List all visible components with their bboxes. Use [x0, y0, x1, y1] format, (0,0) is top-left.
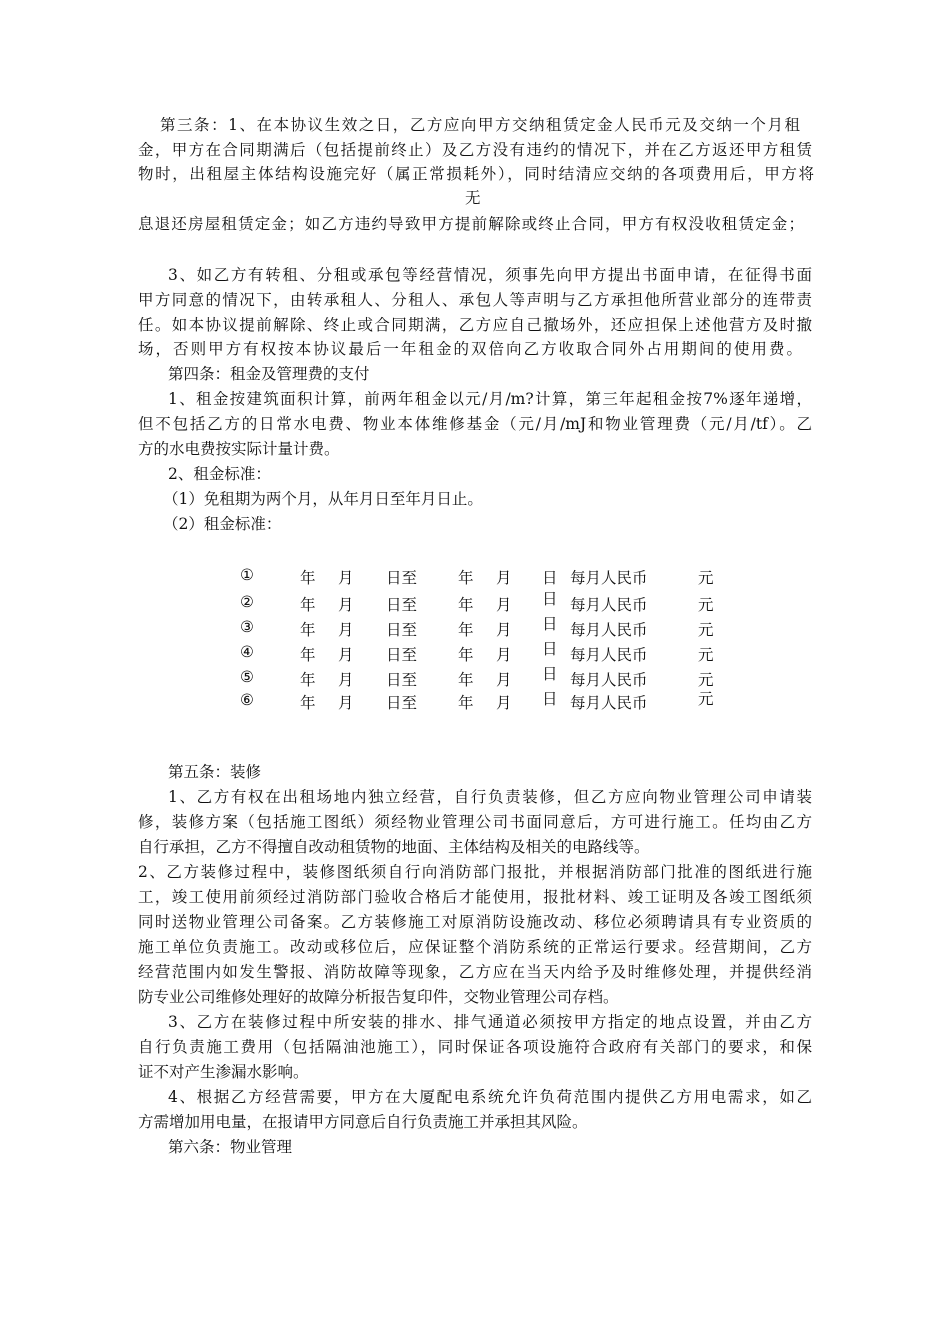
year-start-label: 年 — [300, 694, 316, 712]
day-to-label: 日至 — [386, 694, 418, 712]
art5-4-line-1: 4、根据乙方经营需要，甲方在大厦配电系统允许负荷范围内提供乙方用电需求，如乙 — [168, 1088, 812, 1106]
monthly-rmb-label: 每月人民币 — [570, 694, 648, 712]
art4-1-line-1: 1、租金按建筑面积计算，前两年租金以元/月/m?计算，第三年起租金按7%逐年递增， — [168, 390, 812, 408]
clause3-line-2: 甲方同意的情况下，由转承租人、分租人、承包人等声明与乙方承担他所营业部分的连带责 — [138, 291, 812, 309]
day-end-label: 日 — [542, 590, 558, 608]
day-end-label: 日 — [542, 615, 558, 633]
clause3-line-1: 3、如乙方有转租、分租或承包等经营情况，须事先向甲方提出书面申请，在征得书面 — [168, 266, 812, 284]
art5-2-line-1: 2、乙方装修过程中，装修图纸须自行向消防部门报批，并根据消防部门批准的图纸进行施 — [138, 863, 812, 881]
day-end-label: 日 — [542, 665, 558, 683]
day-to-label: 日至 — [386, 671, 418, 689]
art5-1-line-1: 1、乙方有权在出租场地内独立经营，自行负责装修，但乙方应向物业管理公司申请装 — [168, 788, 812, 806]
clause3-line-3: 任。如本协议提前解除、终止或合同期满，乙方应自己撤场外，还应担保上述他营方及时撤 — [138, 316, 812, 334]
year-end-label: 年 — [458, 671, 474, 689]
art5-3-line-3: 证不对产生渗漏水影响。 — [138, 1063, 309, 1081]
day-end-label: 日 — [542, 640, 558, 658]
row-number: ③ — [240, 618, 254, 636]
art3-line-1: 第三条：1、在本协议生效之日，乙方应向甲方交纳租赁定金人民币元及交纳一个月租 — [160, 116, 800, 134]
art4-1-line-2: 但不包括乙方的日常水电费、物业本体维修基金（元/月/mJ和物业管理费（元/月/tf）。乙 — [138, 415, 812, 433]
art3-line-3: 物时，出租屋主体结构设施完好（属正常损耗外），同时结清应交纳的各项费用后，甲方将 — [138, 165, 814, 183]
yuan-unit-label: 元 — [698, 690, 714, 708]
year-end-label: 年 — [458, 621, 474, 639]
art4-title: 第四条：租金及管理费的支付 — [168, 365, 370, 383]
yuan-unit-label: 元 — [698, 621, 714, 639]
year-end-label: 年 — [458, 694, 474, 712]
art6-title: 第六条：物业管理 — [168, 1138, 293, 1156]
year-end-label: 年 — [458, 596, 474, 614]
art5-2-line-4: 施工单位负责施工。改动或移位后，应保证整个消防系统的正常运行要求。经营期间，乙方 — [138, 938, 812, 956]
month-start-label: 月 — [338, 569, 354, 587]
row-number: ① — [240, 566, 254, 584]
monthly-rmb-label: 每月人民币 — [570, 569, 648, 587]
day-to-label: 日至 — [386, 646, 418, 664]
year-start-label: 年 — [300, 621, 316, 639]
art5-2-line-6: 防专业公司维修处理好的故障分析报告复印件，交物业管理公司存档。 — [138, 988, 619, 1006]
month-start-label: 月 — [338, 694, 354, 712]
month-start-label: 月 — [338, 621, 354, 639]
rent-standard-title: 2、租金标准： — [168, 465, 271, 483]
row-number: ⑥ — [240, 691, 254, 709]
day-to-label: 日至 — [386, 596, 418, 614]
art5-2-line-3: 同时送物业管理公司备案。乙方装修施工对原消防设施改动、移位必须聘请具有专业资质的 — [138, 913, 812, 931]
yuan-unit-label: 元 — [698, 646, 714, 664]
yuan-unit-label: 元 — [698, 569, 714, 587]
day-to-label: 日至 — [386, 621, 418, 639]
monthly-rmb-label: 每月人民币 — [570, 646, 648, 664]
month-start-label: 月 — [338, 596, 354, 614]
monthly-rmb-label: 每月人民币 — [570, 596, 648, 614]
month-end-label: 月 — [496, 621, 512, 639]
art3-line-5: 息退还房屋租赁定金；如乙方违约导致甲方提前解除或终止合同，甲方有权没收租赁定金； — [138, 215, 804, 233]
yuan-unit-label: 元 — [698, 596, 714, 614]
art5-1-line-3: 自行承担，乙方不得擅自改动租赁物的地面、主体结构及相关的电路线等。 — [138, 838, 650, 856]
month-end-label: 月 — [496, 694, 512, 712]
day-end-label: 日 — [542, 690, 558, 708]
day-to-label: 日至 — [386, 569, 418, 587]
art5-3-line-2: 自行负责施工费用（包括隔油池施工），同时保证各项设施符合政府有关部门的要求，和保 — [138, 1038, 812, 1056]
month-end-label: 月 — [496, 671, 512, 689]
free-period-text: （1）免租期为两个月，从年月日至年月日止。 — [163, 490, 483, 508]
art3-line-4: 无 — [465, 189, 481, 207]
monthly-rmb-label: 每月人民币 — [570, 621, 648, 639]
art5-2-line-2: 工，竣工使用前须经过消防部门验收合格后才能使用，报批材料、竣工证明及各竣工图纸须 — [138, 888, 812, 906]
yuan-unit-label: 元 — [698, 671, 714, 689]
row-number: ② — [240, 593, 254, 611]
art5-4-line-2: 方需增加用电量，在报请甲方同意后自行负责施工并承担其风险。 — [138, 1113, 588, 1131]
art3-line-2: 金，甲方在合同期满后（包括提前终止）及乙方没有违约的情况下，并在乙方返还甲方租赁 — [138, 141, 812, 159]
monthly-rmb-label: 每月人民币 — [570, 671, 648, 689]
month-end-label: 月 — [496, 596, 512, 614]
year-start-label: 年 — [300, 646, 316, 664]
year-start-label: 年 — [300, 671, 316, 689]
year-end-label: 年 — [458, 646, 474, 664]
rent-standard-subtitle: （2）租金标准： — [163, 515, 282, 533]
year-start-label: 年 — [300, 569, 316, 587]
year-start-label: 年 — [300, 596, 316, 614]
art5-title: 第五条：装修 — [168, 763, 262, 781]
month-start-label: 月 — [338, 671, 354, 689]
art5-1-line-2: 修，装修方案（包括施工图纸）须经物业管理公司书面同意后，方可进行施工。任均由乙方 — [138, 813, 812, 831]
clause3-line-4: 场，否则甲方有权按本协议最后一年租金的双倍向乙方收取合同外占用期间的使用费。 — [138, 340, 802, 358]
day-end-label: 日 — [542, 569, 558, 587]
month-start-label: 月 — [338, 646, 354, 664]
row-number: ⑤ — [240, 668, 254, 686]
art5-2-line-5: 经营范围内如发生警报、消防故障等现象，乙方应在当天内给予及时维修处理，并提供经消 — [138, 963, 812, 981]
art4-1-line-3: 方的水电费按实际计量计费。 — [138, 440, 340, 458]
art5-3-line-1: 3、乙方在装修过程中所安装的排水、排气通道必须按甲方指定的地点设置，并由乙方 — [168, 1013, 812, 1031]
row-number: ④ — [240, 643, 254, 661]
month-end-label: 月 — [496, 646, 512, 664]
year-end-label: 年 — [458, 569, 474, 587]
month-end-label: 月 — [496, 569, 512, 587]
